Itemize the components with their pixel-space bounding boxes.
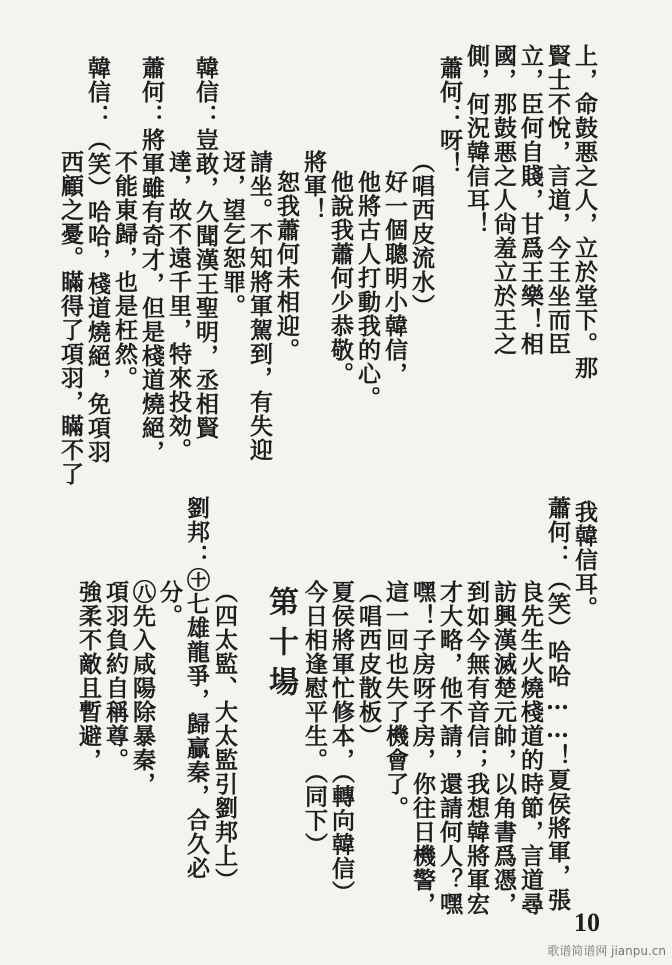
speaker-line: 韓信：（笑）哈哈，棧道燒絕，免項羽: [84, 56, 111, 464]
text-column: 這一回也失了機會了。: [382, 580, 409, 820]
text-column: 良先生火燒棧道的時節，言道尋: [517, 580, 544, 916]
lyric-line: 夏侯將軍忙修本，（轉向韓信）: [328, 580, 355, 905]
lyric-line: 他說我蕭何少恭敬。: [327, 170, 354, 386]
lyric-line: 今日相逢慰平生。（同下）: [301, 580, 328, 857]
text-column: 到如今無有音信；我想韓將軍宏: [463, 580, 490, 916]
lyric-line: 強柔不敵且暫避，: [75, 580, 102, 772]
speaker-line: 蕭何：呀！: [436, 56, 463, 176]
speaker-line: 韓信：豈敢，久聞漢王聖明，丞相賢: [192, 56, 219, 440]
text-column: 立，臣何自賤，甘爲王樂！相: [517, 44, 544, 356]
text-column: 將軍！: [300, 150, 327, 222]
speaker-line: 劉邦：㊉七雄龍爭，歸贏秦，合久必: [183, 496, 210, 880]
text-column: 國，那鼓悪之人尙羞立於王之: [490, 44, 517, 356]
text-column: 上，命鼓悪之人，立於堂下。那: [571, 44, 598, 380]
text-column: 賢士不悅，言道，今王坐而臣: [544, 44, 571, 356]
text-column: 側，何況韓信耳！: [463, 44, 490, 236]
speaker-line: 蕭何：將軍雖有奇才，但是棧道燒絕，: [138, 56, 165, 464]
text-column: 迓，望乞恕罪。: [219, 150, 246, 318]
scene-heading: 第十場: [263, 586, 298, 706]
lyric-line: 好一個聰明小韓信，: [381, 170, 408, 386]
page-number: 10: [574, 908, 600, 937]
lyric-line: ㊇先入咸陽除暴秦，: [129, 580, 156, 796]
speaker-line: 蕭何：（笑）哈哈……！夏侯將軍，張: [544, 496, 571, 912]
text-column: 訪興漢滅楚元帥，以角書爲憑，: [490, 580, 517, 916]
stage-direction: （唱西皮流水）: [408, 150, 435, 318]
stage-direction: （唱西皮散板）: [355, 580, 382, 748]
lyric-line: 恕我蕭何未相迎。: [273, 170, 300, 362]
stage-direction: （四太監、大太監引劉邦上）: [211, 580, 238, 892]
lyric-line: 項羽負約自稱尊。: [102, 580, 129, 772]
text-column: 分。: [156, 580, 183, 628]
text-column: 嘿！子房呀子房，你往日機警，: [409, 580, 436, 916]
text-column: 達，故不遠千里，特來投効。: [165, 150, 192, 462]
lyric-line: 他將古人打動我的心。: [354, 170, 381, 410]
text-column: 我韓信耳。: [571, 500, 598, 620]
text-column: 西顧之憂。瞞得了項羽，瞞不了: [57, 150, 84, 486]
watermark: 歌谱简谱网 jianpu.cn: [547, 944, 666, 958]
text-column: 才大略，他不請，還請何人？嘿: [436, 580, 463, 916]
text-column: 不能東歸，也是枉然。: [111, 150, 138, 390]
text-column: 請坐。不知將軍駕到，有失迎: [246, 150, 273, 462]
